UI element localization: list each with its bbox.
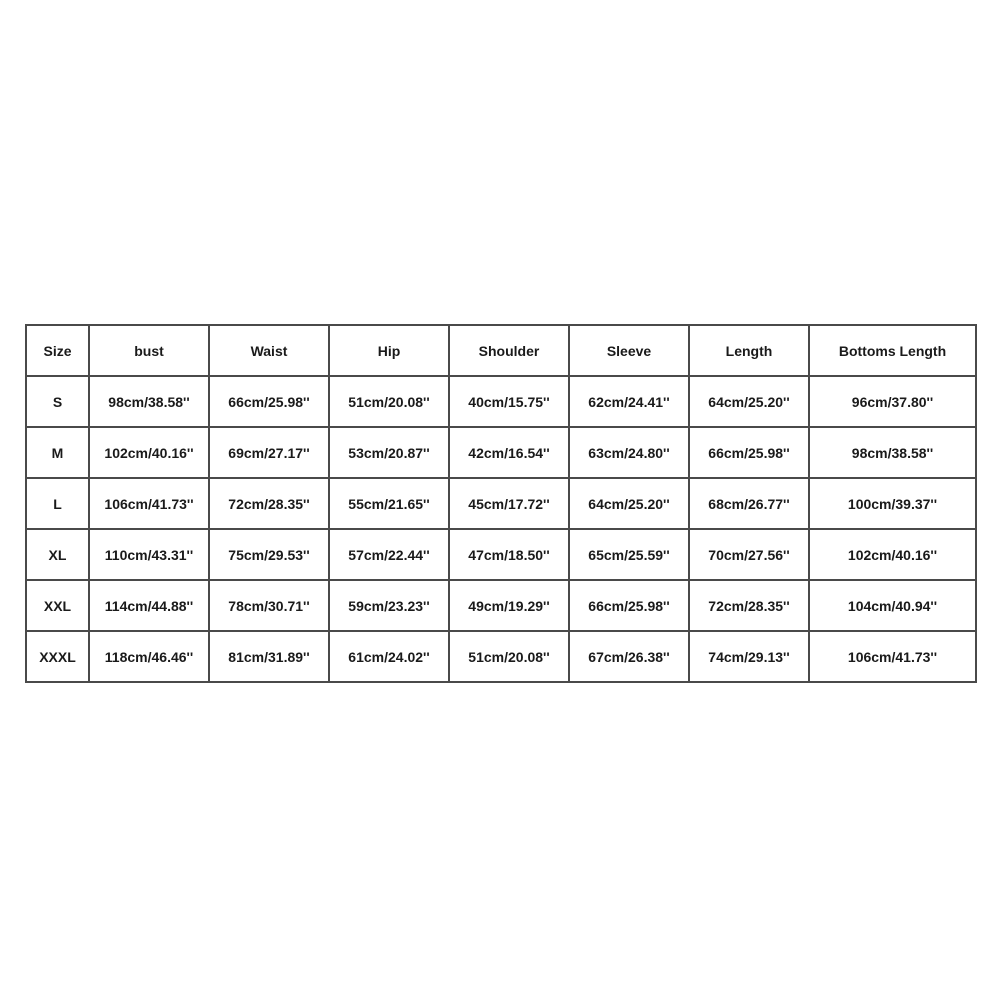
table-row (26, 478, 976, 529)
bust-cell: 110cm/43.31'' (89, 529, 209, 580)
hip-cell: 55cm/21.65'' (329, 478, 449, 529)
shoulder-cell: 47cm/18.50'' (449, 529, 569, 580)
sleeve-cell: 65cm/25.59'' (569, 529, 689, 580)
shoulder-cell: 45cm/17.72'' (449, 478, 569, 529)
sleeve-cell: 62cm/24.41'' (569, 376, 689, 427)
bottoms-length-cell: 100cm/39.37'' (809, 478, 976, 529)
table-row (26, 427, 976, 478)
waist-cell: 78cm/30.71'' (209, 580, 329, 631)
bottoms-length-cell: 106cm/41.73'' (809, 631, 976, 682)
header-length: Length (689, 325, 809, 376)
sleeve-cell: 66cm/25.98'' (569, 580, 689, 631)
header-shoulder: Shoulder (449, 325, 569, 376)
waist-cell: 81cm/31.89'' (209, 631, 329, 682)
bust-cell: 114cm/44.88'' (89, 580, 209, 631)
shoulder-cell: 51cm/20.08'' (449, 631, 569, 682)
size-cell: XXXL (26, 631, 89, 682)
waist-cell: 75cm/29.53'' (209, 529, 329, 580)
bust-cell: 98cm/38.58'' (89, 376, 209, 427)
hip-cell: 53cm/20.87'' (329, 427, 449, 478)
length-cell: 72cm/28.35'' (689, 580, 809, 631)
size-chart-body (26, 376, 976, 682)
size-cell: M (26, 427, 89, 478)
waist-cell: 72cm/28.35'' (209, 478, 329, 529)
header-waist: Waist (209, 325, 329, 376)
header-hip: Hip (329, 325, 449, 376)
bottoms-length-cell: 102cm/40.16'' (809, 529, 976, 580)
bust-cell: 102cm/40.16'' (89, 427, 209, 478)
size-cell: L (26, 478, 89, 529)
size-chart-table (25, 324, 977, 683)
length-cell: 64cm/25.20'' (689, 376, 809, 427)
length-cell: 68cm/26.77'' (689, 478, 809, 529)
table-row (26, 529, 976, 580)
table-row (26, 631, 976, 682)
size-cell: S (26, 376, 89, 427)
bottoms-length-cell: 104cm/40.94'' (809, 580, 976, 631)
shoulder-cell: 42cm/16.54'' (449, 427, 569, 478)
hip-cell: 61cm/24.02'' (329, 631, 449, 682)
sleeve-cell: 67cm/26.38'' (569, 631, 689, 682)
size-cell: XXL (26, 580, 89, 631)
table-row (26, 376, 976, 427)
waist-cell: 66cm/25.98'' (209, 376, 329, 427)
length-cell: 70cm/27.56'' (689, 529, 809, 580)
hip-cell: 51cm/20.08'' (329, 376, 449, 427)
length-cell: 66cm/25.98'' (689, 427, 809, 478)
shoulder-cell: 49cm/19.29'' (449, 580, 569, 631)
header-size: Size (26, 325, 89, 376)
length-cell: 74cm/29.13'' (689, 631, 809, 682)
bust-cell: 106cm/41.73'' (89, 478, 209, 529)
bust-cell: 118cm/46.46'' (89, 631, 209, 682)
waist-cell: 69cm/27.17'' (209, 427, 329, 478)
bottoms-length-cell: 96cm/37.80'' (809, 376, 976, 427)
bottoms-length-cell: 98cm/38.58'' (809, 427, 976, 478)
sleeve-cell: 64cm/25.20'' (569, 478, 689, 529)
header-bottoms-length: Bottoms Length (809, 325, 976, 376)
header-sleeve: Sleeve (569, 325, 689, 376)
table-row (26, 580, 976, 631)
header-row (26, 325, 976, 376)
hip-cell: 59cm/23.23'' (329, 580, 449, 631)
header-bust: bust (89, 325, 209, 376)
size-cell: XL (26, 529, 89, 580)
sleeve-cell: 63cm/24.80'' (569, 427, 689, 478)
size-chart-header (26, 325, 976, 376)
shoulder-cell: 40cm/15.75'' (449, 376, 569, 427)
hip-cell: 57cm/22.44'' (329, 529, 449, 580)
